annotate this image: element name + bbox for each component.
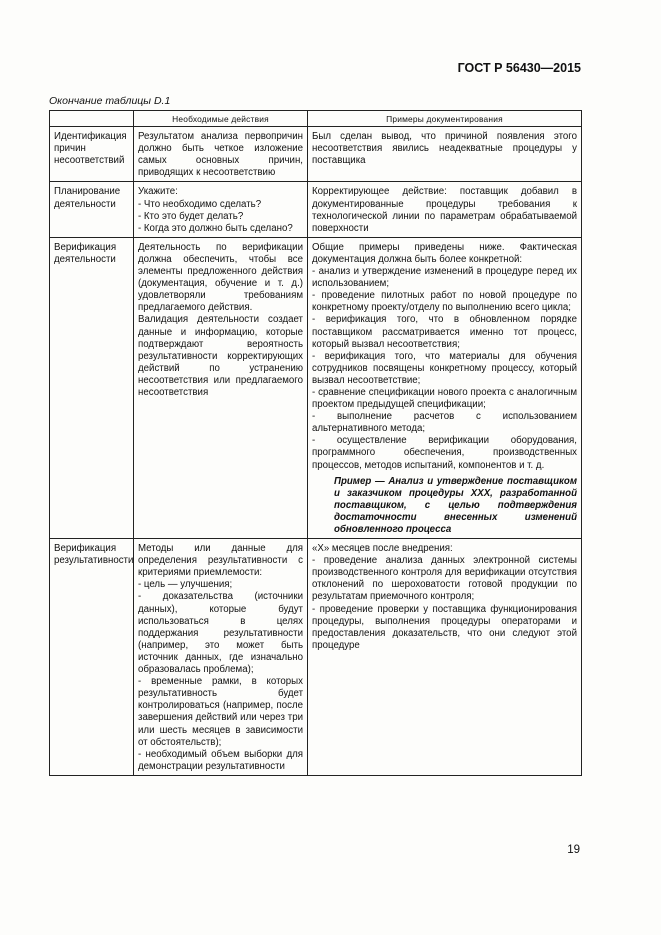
actions-cell <box>134 237 308 538</box>
example-line: - осуществление верификации оборудования, программного обеспечения, производственных процессов, методов испытаний, компонентов и т. д. <box>312 435 577 471</box>
example-line: - верификация того, что в обновленном порядке поставщиком рассматривается именно тот процесс, который вызвал несоответствия; <box>312 314 577 350</box>
example-line: - верификация того, что материалы для обучения сотрудников посвящены конкретному процессу, который вызвал несоответствие; <box>312 350 577 386</box>
example-line: - проведение анализа данных электронной системы производственного контроля для верификации отсутствия отклонений по шероховатости готовой продукции по результатам приемочного контроля; <box>312 555 577 603</box>
page-number: 19 <box>567 844 580 856</box>
action-line: - временные рамки, в которых результативность будет контролироваться (например, после завершения действий или через три или шесть месяцев в зависимости от обстоятельств); <box>138 676 303 748</box>
stage-cell: Верификация деятельности <box>50 237 134 538</box>
table-row <box>50 182 582 237</box>
column-header-stage <box>50 111 134 127</box>
action-line: - Что необходимо сделать? <box>138 198 262 210</box>
action-line: - необходимый объем выборки для демонстрации результативности <box>138 748 303 772</box>
actions-cell <box>134 539 308 776</box>
examples-cell <box>308 127 582 182</box>
action-line: - Когда это должно быть сделано? <box>138 222 293 234</box>
examples-cell <box>308 237 582 538</box>
action-line: - Кто это будет делать? <box>138 210 244 222</box>
stage-cell: Планирование деятельности <box>50 182 134 237</box>
table-row <box>50 127 582 182</box>
action-line: - доказательства (источники данных), которые будут использоваться в целях поддержания результативности (например, это может быть источник данных, где изначально образовалась проблема); <box>138 591 303 676</box>
example-line: - проведение проверки у поставщика функционирования процедуры, выполнения процедуры операторами и предоставления доказательств, что они следуют этой процедуре <box>312 603 577 651</box>
example-line: - выполнение расчетов с использованием альтернативного метода; <box>312 411 577 435</box>
examples-cell <box>308 182 582 237</box>
example-line: - сравнение спецификации нового проекта с аналогичным проектом предыдущей спецификации; <box>312 386 577 411</box>
example-line: Общие примеры приведены ниже. Фактическая документация должна быть более конкретной: <box>312 241 577 265</box>
actions-cell <box>134 182 308 237</box>
example-line: - анализ и утверждение изменений в процедуре перед их использованием; <box>312 266 577 290</box>
action-line: Результатом анализа первопричин должно быть четкое изложение самых основных причин, приводящих к несоответствию <box>138 131 303 179</box>
table-d1 <box>49 110 582 776</box>
table-header-row <box>50 111 582 127</box>
stage-cell: Верификация результативности <box>50 539 134 776</box>
action-line: - цель — улучшения; <box>138 579 233 591</box>
column-header-examples: Примеры документирования <box>308 111 582 127</box>
column-header-actions: Необходимые действия <box>134 111 308 127</box>
example-note: Пример — Анализ и утверждение поставщиком и заказчиком процедуры XXX, разработанной поставщиком, с целью подтверждения достаточности внесенных изменений обновленного процесса <box>334 475 577 535</box>
examples-cell <box>308 539 582 776</box>
action-line: Методы или данные для определения результативности с критериями приемлемости: <box>138 543 303 579</box>
action-line: Укажите: <box>138 186 178 198</box>
example-line: Был сделан вывод, что причиной появления этого несоответствия явились неадекватные процедуры у поставщика <box>312 131 577 167</box>
document-code: ГОСТ Р 56430—2015 <box>457 61 581 75</box>
example-line: - проведение пилотных работ по новой процедуре по конкретному проекту/отделу по выполнению всего цикла; <box>312 290 577 314</box>
action-line: Валидация деятельности создает данные и информацию, которые подтверждают вероятность результативности корректирующих действий по устранению несоответствия или предлагаемого несоответствия <box>138 314 303 398</box>
stage-cell: Идентификация причин несоответствий <box>50 127 134 182</box>
action-line: Деятельность по верификации должна обеспечить, чтобы все элементы предложенного действия (документация, обучение и т. д.) удовлетворяли требованиям предлагаемого действия. <box>138 241 303 314</box>
table-row <box>50 539 582 776</box>
actions-cell <box>134 127 308 182</box>
table-row <box>50 237 582 538</box>
example-line: Корректирующее действие: поставщик добавил в документированные процедуры требования к технологической линии по параметрам обрабатываемой поверхности <box>312 186 577 234</box>
example-line: «Х» месяцев после внедрения: <box>312 543 453 555</box>
table-caption: Окончание таблицы D.1 <box>49 95 171 107</box>
